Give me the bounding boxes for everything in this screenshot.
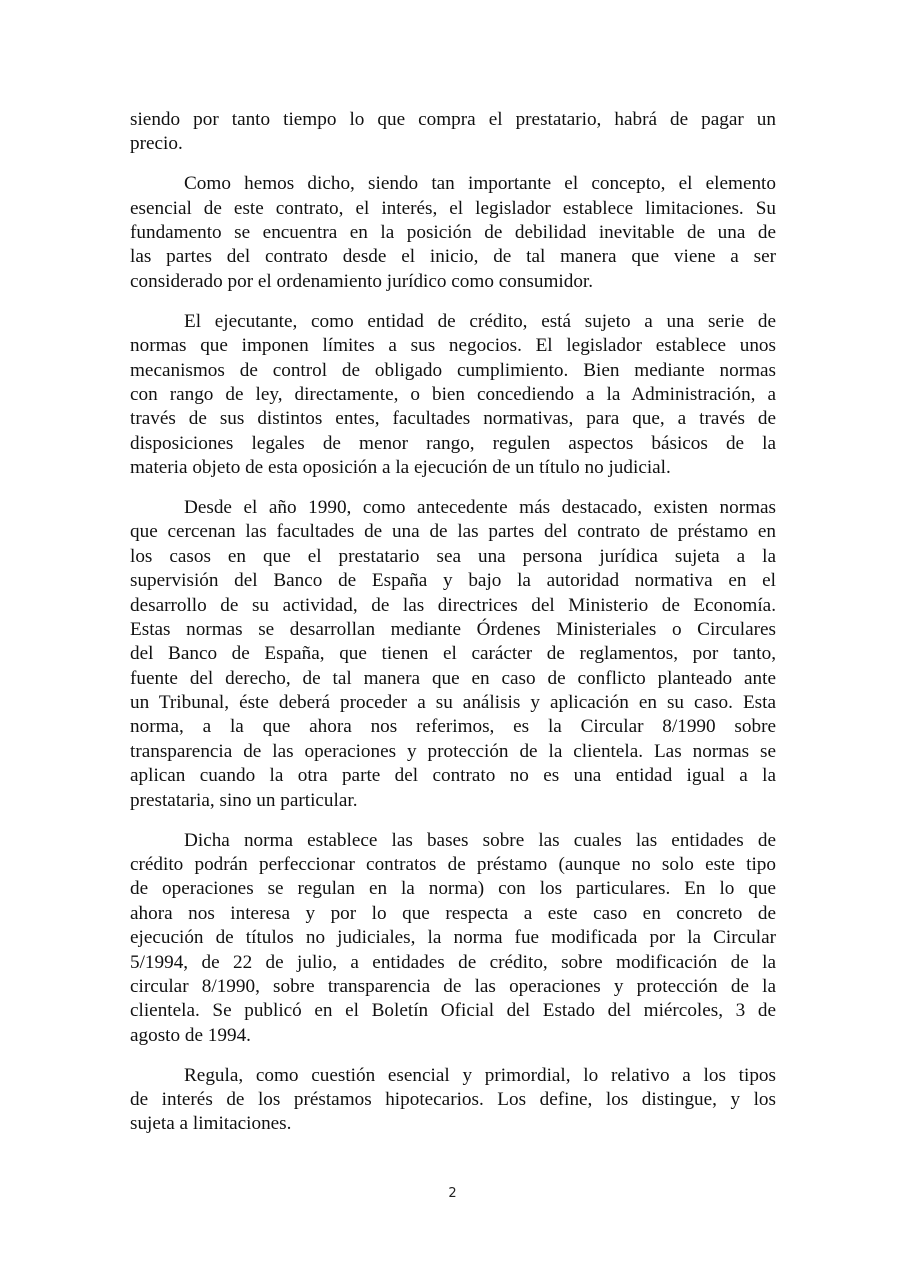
- text-line: de operaciones se regulan en la norma) con los particulares. En lo que: [130, 878, 776, 900]
- text-line: El ejecutante, como entidad de crédito, está sujeto a una serie de: [184, 310, 776, 332]
- text-line: desarrollo de su actividad, de las directrices del Ministerio de Economía.: [130, 594, 776, 616]
- text-line: través de sus distintos entes, facultades normativas, para que, a través de: [130, 408, 776, 430]
- text-line: sujeta a limitaciones.: [130, 1113, 292, 1135]
- text-line: ejecución de títulos no judiciales, la norma fue modificada por la Circular: [130, 927, 776, 949]
- text-line: ahora nos interesa y por lo que respecta a este caso en concreto de: [130, 902, 776, 924]
- text-line: Desde el año 1990, como antecedente más destacado, existen normas: [184, 496, 776, 518]
- text-line: 5/1994, de 22 de julio, a entidades de crédito, sobre modificación de la: [130, 951, 776, 973]
- paragraph: [130, 829, 776, 1049]
- text-line: considerado por el ordenamiento jurídico como consumidor.: [130, 270, 594, 292]
- paragraph: [130, 1064, 776, 1137]
- text-line: los casos en que el prestatario sea una persona jurídica sujeta a la: [130, 545, 776, 567]
- text-line: Estas normas se desarrollan mediante Órdenes Ministeriales o Circulares: [130, 618, 776, 640]
- text-line: normas que imponen límites a sus negocios. El legislador establece unos: [130, 335, 776, 357]
- paragraph: [130, 310, 776, 481]
- text-line: fuente del derecho, de tal manera que en caso de conflicto planteado ante: [130, 667, 776, 689]
- text-line: esencial de este contrato, el interés, el legislador establece limitaciones. Su: [130, 197, 776, 219]
- document-body: [130, 108, 776, 1152]
- text-line: prestataria, sino un particular.: [130, 789, 358, 811]
- text-line: circular 8/1990, sobre transparencia de las operaciones y protección de la: [130, 975, 776, 997]
- text-line: Como hemos dicho, siendo tan importante el concepto, el elemento: [184, 173, 776, 195]
- text-line: materia objeto de esta oposición a la ejecución de un título no judicial.: [130, 457, 671, 479]
- text-line: agosto de 1994.: [130, 1024, 251, 1046]
- text-line: norma, a la que ahora nos referimos, es la Circular 8/1990 sobre: [130, 716, 776, 738]
- text-line: siendo por tanto tiempo lo que compra el prestatario, habrá de pagar un: [130, 109, 776, 130]
- text-line: mecanismos de control de obligado cumplimiento. Bien mediante normas: [130, 359, 776, 381]
- paragraph: [130, 172, 776, 294]
- text-line: que cercenan las facultades de una de las partes del contrato de préstamo en: [130, 521, 776, 543]
- text-line: de interés de los préstamos hipotecarios. Los define, los distingue, y los: [130, 1088, 776, 1110]
- text-line: aplican cuando la otra parte del contrato no es una entidad igual a la: [130, 765, 776, 787]
- text-line: un Tribunal, éste deberá proceder a su análisis y aplicación en su caso. Esta: [130, 692, 776, 714]
- text-line: transparencia de las operaciones y protección de la clientela. Las normas se: [130, 740, 776, 762]
- text-line: Dicha norma establece las bases sobre las cuales las entidades de: [184, 829, 776, 851]
- text-line: precio.: [130, 133, 183, 155]
- text-line: del Banco de España, que tienen el carácter de reglamentos, por tanto,: [130, 643, 776, 665]
- text-line: crédito podrán perfeccionar contratos de préstamo (aunque no solo este tipo: [130, 853, 776, 875]
- text-line: disposiciones legales de menor rango, regulen aspectos básicos de la: [130, 432, 776, 454]
- text-line: clientela. Se publicó en el Boletín Oficial del Estado del miércoles, 3 de: [130, 1000, 776, 1022]
- text-line: las partes del contrato desde el inicio, de tal manera que viene a ser: [130, 246, 776, 268]
- text-line: supervisión del Banco de España y bajo la autoridad normativa en el: [130, 570, 776, 592]
- text-line: con rango de ley, directamente, o bien concediendo a la Administración, a: [130, 383, 776, 405]
- paragraph: [130, 108, 776, 157]
- text-line: fundamento se encuentra en la posición de debilidad inevitable de una de: [130, 222, 776, 244]
- text-line: Regula, como cuestión esencial y primordial, lo relativo a los tipos: [184, 1064, 776, 1086]
- paragraph: [130, 496, 776, 813]
- page-number: 2: [448, 1186, 457, 1201]
